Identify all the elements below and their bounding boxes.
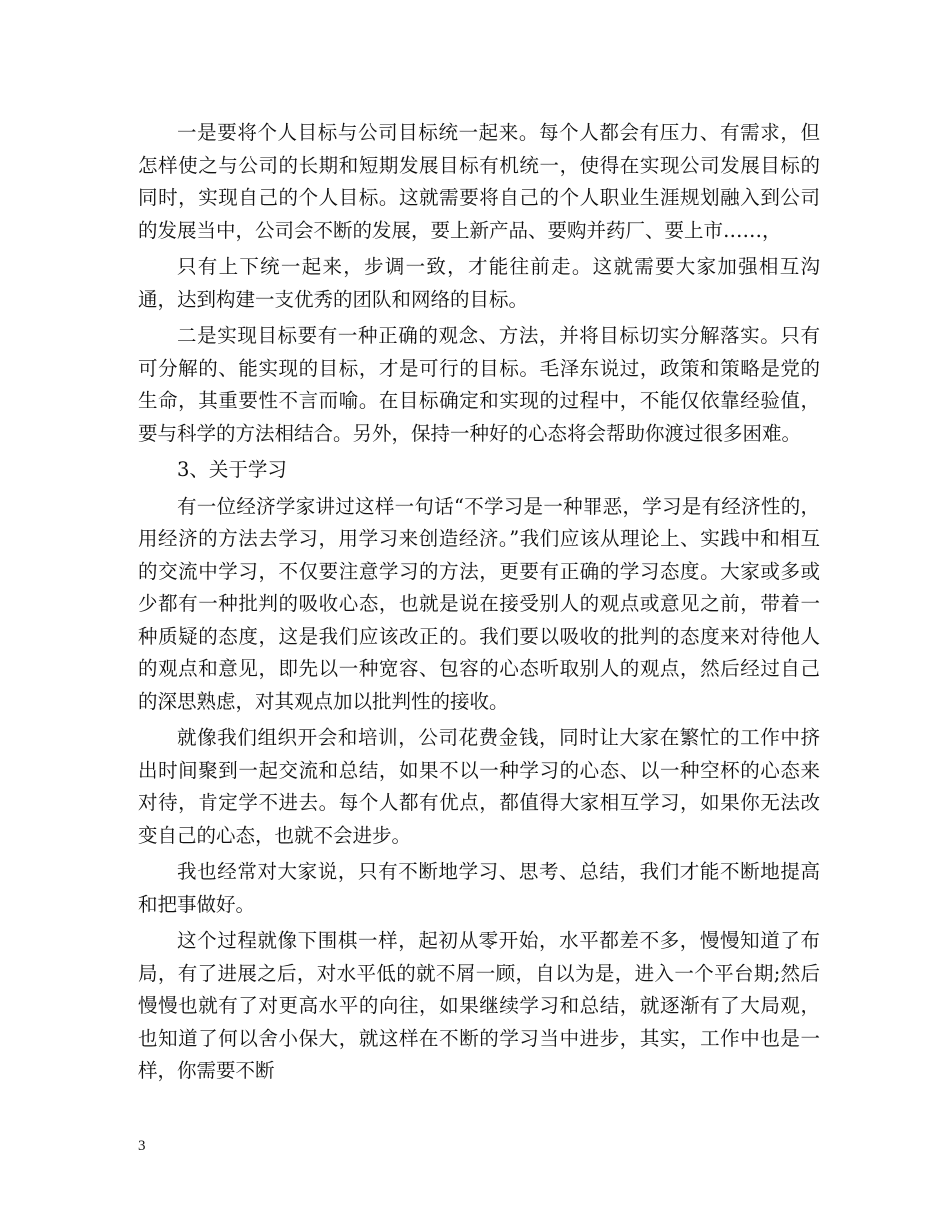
paragraph-1: 一是要将个人目标与公司目标统一起来。每个人都会有压力、有需求，但怎样使之与公司的长期和短期发展目标有机统一，使得在实现公司发展目标的同时，实现自己的个人目标。这就需要将自己的个人职业生涯规划融入到公司的发展当中，公司会不断的发展，要上新产品、要购并药厂、要上市……， [138, 121, 820, 242]
paragraph-7: 我也经常对大家说，只有不断地学习、思考、总结，我们才能不断地提高和把事做好。 [138, 860, 820, 916]
page-number: 3 [138, 1138, 146, 1154]
paragraph-2: 只有上下统一起来，步调一致，才能往前走。这就需要大家加强相互沟通，达到构建一支优秀的团队和网络的目标。 [138, 255, 820, 311]
section-heading-learning: 3、关于学习 [177, 458, 287, 481]
paragraph-6: 就像我们组织开会和培训，公司花费金钱，同时让大家在繁忙的工作中挤出时间聚到一起交流和总结，如果不以一种学习的心态、以一种空杯的心态来对待，肯定学不进去。每个人都有优点，都值得大家相互学习，如果你无法改变自己的心态，也就不会进步。 [138, 726, 820, 847]
paragraph-8: 这个过程就像下围棋一样，起初从零开始，水平都差不多，慢慢知道了布局，有了进展之后，对水平低的就不屑一顾，自以为是，进入一个平台期;然后慢慢也就有了对更高水平的向往，如果继续学习和总结，就逐渐有了大局观，也知道了何以舍小保大，就这样在不断的学习当中进步，其实，工作中也是一样，你需要不断 [138, 929, 820, 1082]
document-body [138, 117, 820, 1088]
paragraph-5: 有一位经济学家讲过这样一句话“不学习是一种罪恶，学习是有经济性的，用经济的方法去学习，用学习来创造经济。”我们应该从理论上、实践中和相互的交流中学习，不仅要注意学习的方法，更要有正确的学习态度。大家或多或少都有一种批判的吸收心态，也就是说在接受别人的观点或意见之前，带着一种质疑的态度，这是我们应该改正的。我们要以吸收的批判的态度来对待他人的观点和意见，即先以一种宽容、包容的心态听取别人的观点，然后经过自己的深思熟虑，对其观点加以批判性的接收。 [138, 494, 820, 713]
paragraph-3: 二是实现目标要有一种正确的观念、方法，并将目标切实分解落实。只有可分解的、能实现的目标，才是可行的目标。毛泽东说过，政策和策略是党的生命，其重要性不言而喻。在目标确定和实现的过程中，不能仅依靠经验值，要与科学的方法相结合。另外，保持一种好的心态将会帮助你渡过很多困难。 [138, 324, 820, 445]
